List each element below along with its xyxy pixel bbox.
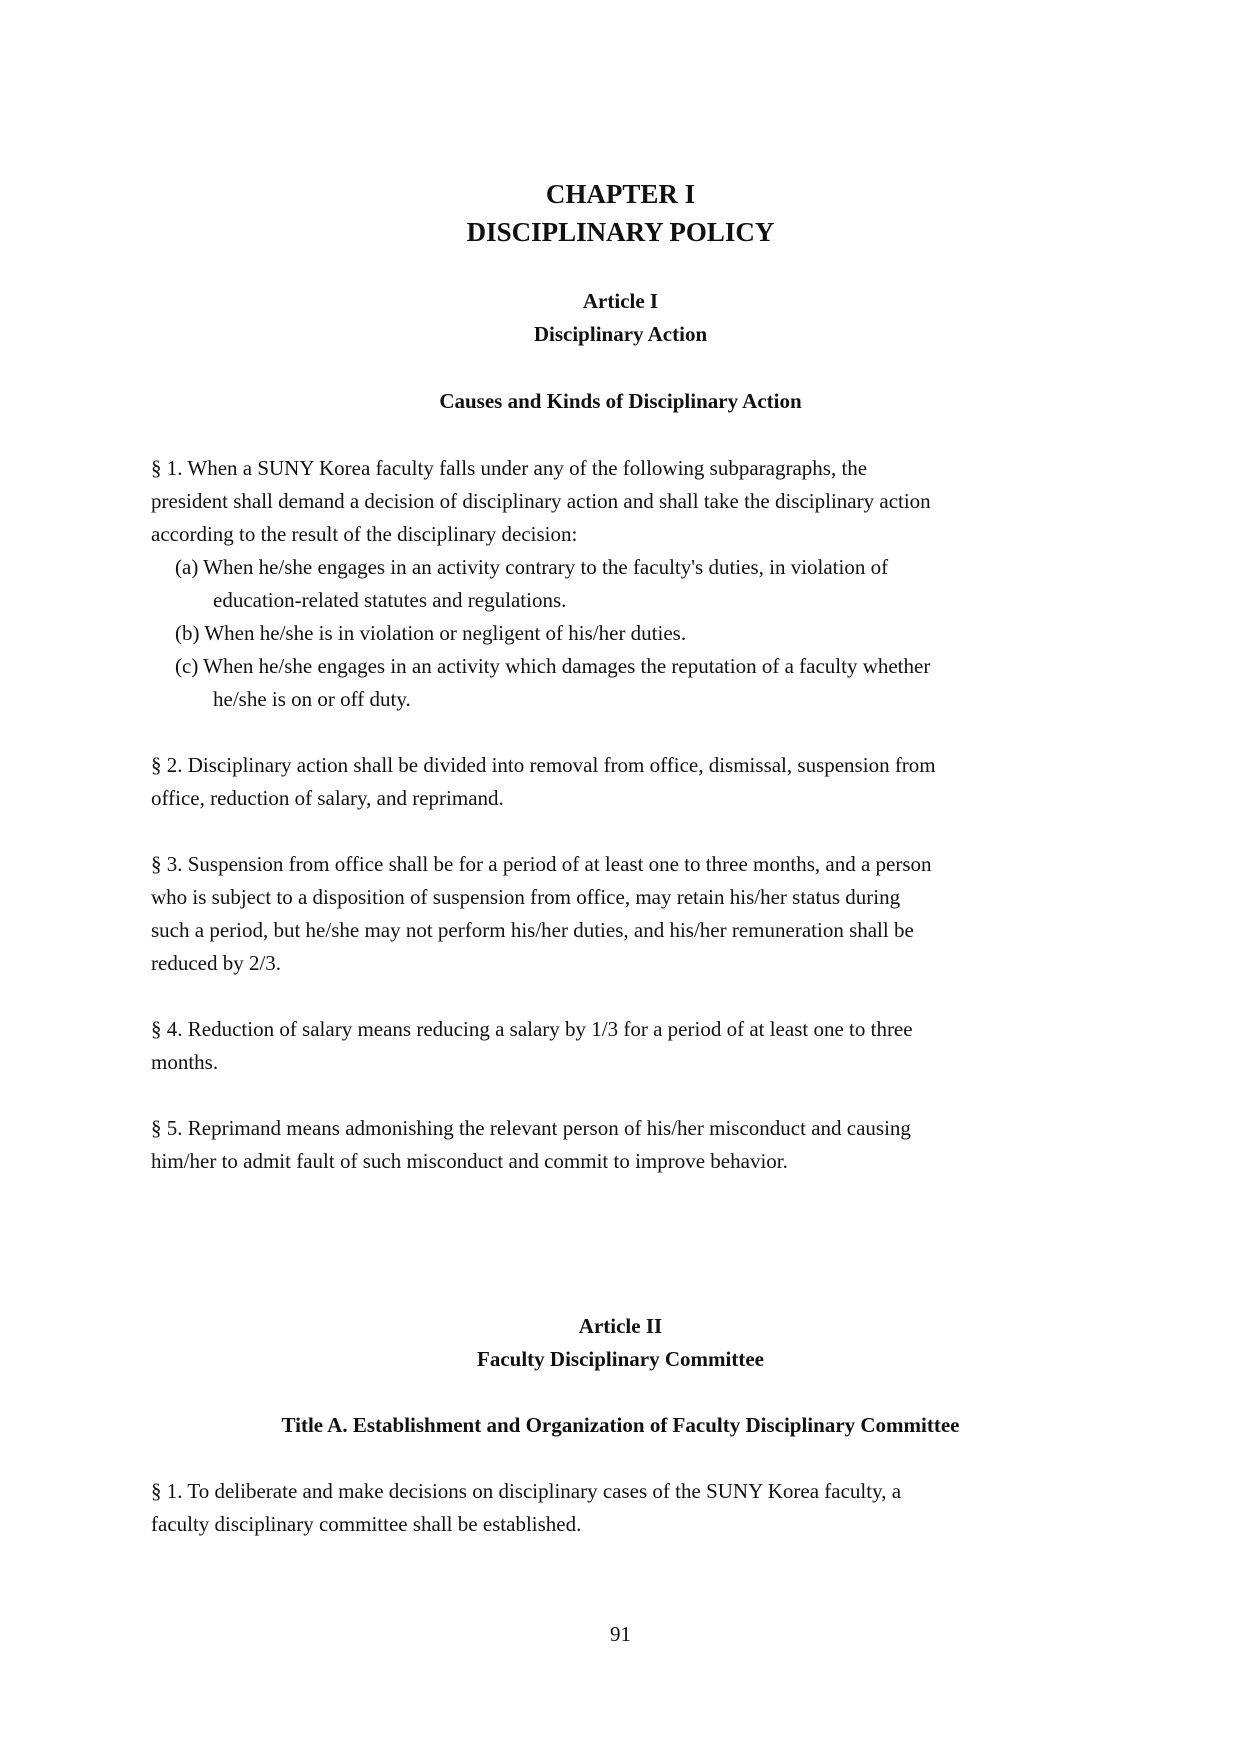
- paragraph-line: § 4. Reduction of salary means reducing a salary by 1/3 for a period of at least one to three: [151, 1017, 913, 1041]
- list-item-c: (c) When he/she engages in an activity which damages the reputation of a faculty whether: [175, 654, 931, 678]
- paragraph-line: months.: [151, 1050, 219, 1074]
- paragraph-line: § 2. Disciplinary action shall be divided into removal from office, dismissal, suspension from: [151, 753, 936, 777]
- paragraph-line: office, reduction of salary, and reprimand.: [151, 786, 504, 810]
- paragraph-line: § 1. To deliberate and make decisions on disciplinary cases of the SUNY Korea faculty, a: [151, 1479, 902, 1503]
- chapter-title: DISCIPLINARY POLICY: [466, 217, 775, 247]
- paragraph-line: him/her to admit fault of such misconduct and commit to improve behavior.: [151, 1149, 788, 1173]
- paragraph-line: § 1. When a SUNY Korea faculty falls under any of the following subparagraphs, the: [151, 456, 868, 480]
- paragraph-line: according to the result of the disciplinary decision:: [151, 522, 578, 546]
- article-2-section-heading: Title A. Establishment and Organization of Faculty Disciplinary Committee: [281, 1413, 960, 1437]
- paragraph-line: president shall demand a decision of disciplinary action and shall take the disciplinary action: [151, 489, 931, 513]
- paragraph-line: reduced by 2/3.: [151, 951, 282, 975]
- paragraph-line: faculty disciplinary committee shall be established.: [151, 1512, 582, 1536]
- list-item-a: (a) When he/she engages in an activity contrary to the faculty's duties, in violation of: [175, 555, 889, 579]
- article-2-title: Faculty Disciplinary Committee: [477, 1347, 764, 1371]
- page-number: 91: [610, 1622, 631, 1646]
- list-item-b: (b) When he/she is in violation or negligent of his/her duties.: [175, 621, 687, 645]
- list-item-c-continuation: he/she is on or off duty.: [213, 687, 411, 711]
- article-1-title: Disciplinary Action: [533, 322, 708, 346]
- article-1-section-heading: Causes and Kinds of Disciplinary Action: [439, 389, 802, 413]
- article-2-number: Article II: [578, 1314, 663, 1338]
- paragraph-line: § 5. Reprimand means admonishing the relevant person of his/her misconduct and causing: [151, 1116, 911, 1140]
- article-1-number: Article I: [582, 289, 659, 313]
- paragraph-line: such a period, but he/she may not perform his/her duties, and his/her remuneration shall be: [151, 918, 914, 942]
- paragraph-line: who is subject to a disposition of suspension from office, may retain his/her status during: [151, 885, 901, 909]
- paragraph-line: § 3. Suspension from office shall be for a period of at least one to three months, and a person: [151, 852, 932, 876]
- chapter-number: CHAPTER I: [545, 179, 696, 209]
- list-item-a-continuation: education-related statutes and regulations.: [213, 588, 567, 612]
